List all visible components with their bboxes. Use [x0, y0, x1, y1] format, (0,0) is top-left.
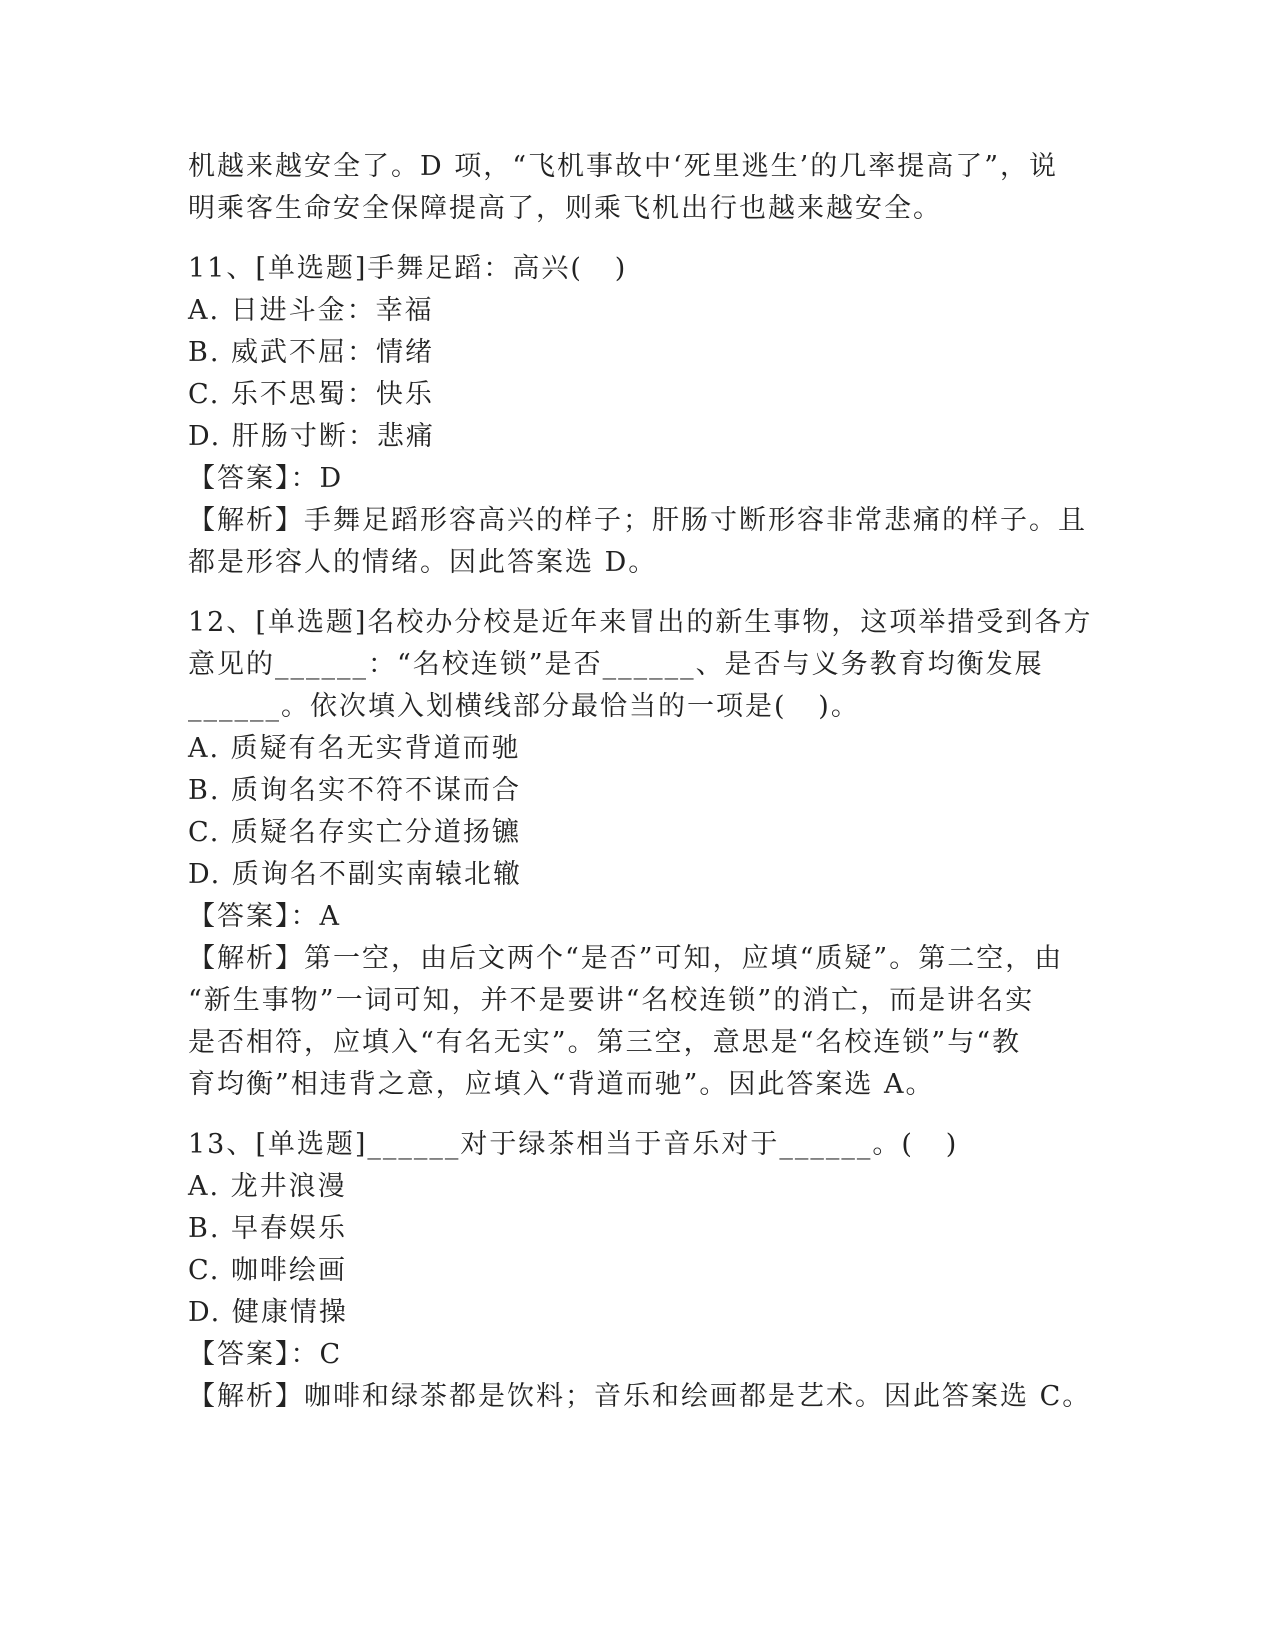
analysis-line: 【解析】咖啡和绿茶都是饮料；音乐和绘画都是艺术。因此答案选 C。 [188, 1381, 1092, 1412]
analysis-line: 育均衡”相违背之意，应填入“背道而驰”。因此答案选 A。 [188, 1069, 935, 1100]
option-c: C. 咖啡绘画 [188, 1255, 347, 1286]
option-d: D. 肝肠寸断：悲痛 [188, 421, 435, 452]
analysis-line: 是否相符，应填入“有名无实”。第三空，意思是“名校连锁”与“教 [188, 1027, 1022, 1058]
option-a: A. 龙井浪漫 [188, 1171, 347, 1202]
analysis-line: 都是形容人的情绪。因此答案选 D。 [188, 547, 658, 578]
question-13 [188, 1124, 1092, 1418]
question-11 [188, 248, 1088, 584]
analysis-line: 【解析】手舞足蹈形容高兴的样子；肝肠寸断形容非常悲痛的样子。且 [188, 505, 1087, 536]
analysis-line: “新生事物”一词可知，并不是要讲“名校连锁”的消亡，而是讲名实 [188, 985, 1035, 1016]
option-b: B. 威武不屈：情绪 [188, 337, 435, 368]
option-c: C. 乐不思蜀：快乐 [188, 379, 434, 410]
option-d: D. 质询名不副实南辕北辙 [188, 859, 522, 890]
analysis-line: 【解析】第一空，由后文两个“是否”可知，应填“质疑”。第二空，由 [188, 943, 1064, 974]
question-stem: ______。依次填入划横线部分最恰当的一项是( )。 [188, 691, 860, 722]
option-c: C. 质疑名存实亡分道扬镳 [188, 817, 521, 848]
option-a: A. 日进斗金：幸福 [188, 295, 434, 326]
question-12 [188, 602, 1093, 1106]
option-a: A. 质疑有名无实背道而驰 [188, 733, 521, 764]
question-stem: 13、[单选题]______对于绿茶相当于音乐对于______。( ) [188, 1129, 959, 1160]
question-stem: 意见的______：“名校连锁”是否______、是否与义务教育均衡发展 [188, 649, 1044, 680]
question-stem: 12、[单选题]名校办分校是近年来冒出的新生事物，这项举措受到各方 [188, 607, 1093, 638]
document-page [188, 146, 1093, 1418]
option-b: B. 早春娱乐 [188, 1213, 348, 1244]
carryover-analysis [188, 146, 1088, 230]
text-line: 明乘客生命安全保障提高了，则乘飞机出行也越来越安全。 [188, 193, 942, 224]
text-line: 机越来越安全了。D 项，“飞机事故中‘死里逃生’的几率提高了”，说 [188, 151, 1059, 182]
question-stem: 11、[单选题]手舞足蹈：高兴( ) [188, 253, 628, 284]
option-d: D. 健康情操 [188, 1297, 348, 1328]
answer-line: 【答案】：A [188, 901, 341, 932]
option-b: B. 质询名实不符不谋而合 [188, 775, 522, 806]
answer-line: 【答案】：D [188, 463, 344, 494]
answer-line: 【答案】：C [188, 1339, 343, 1370]
